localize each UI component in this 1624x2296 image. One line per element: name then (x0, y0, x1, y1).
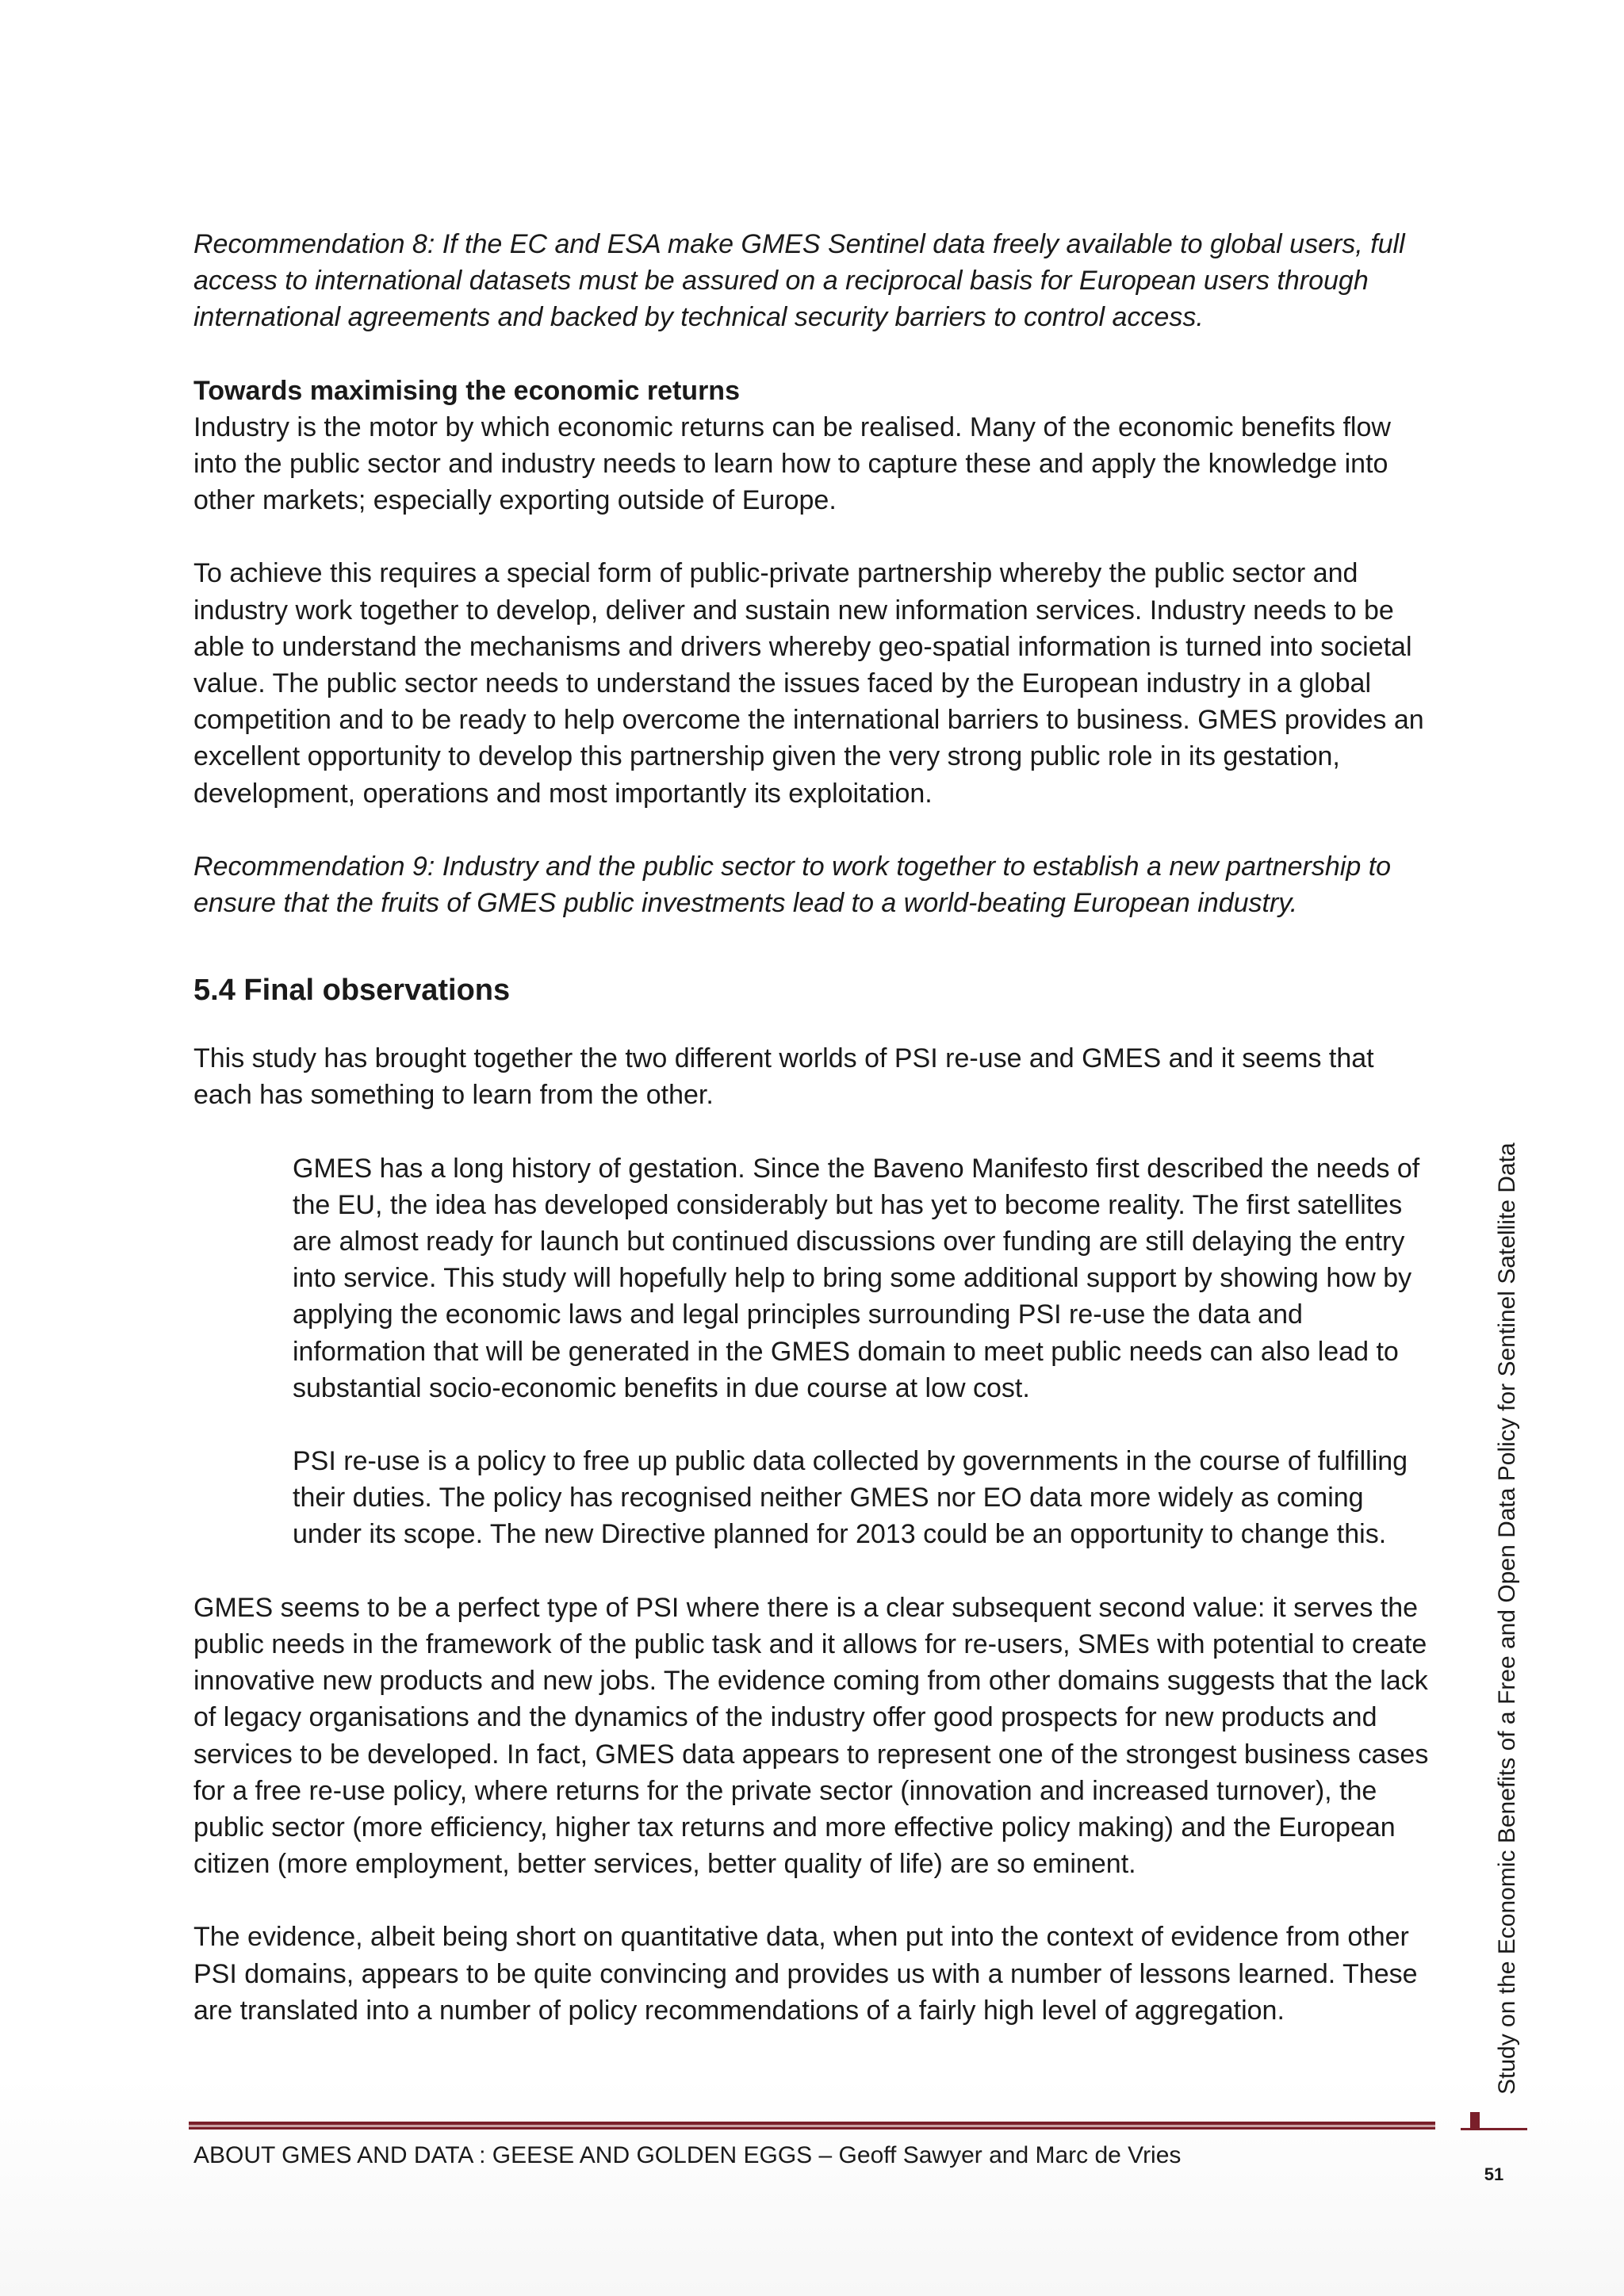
page-marker-line (1461, 2128, 1527, 2130)
page-marker (1461, 2112, 1527, 2130)
economic-returns-heading: Towards maximising the economic returns (193, 375, 740, 406)
spacer (193, 336, 1431, 373)
spacer (193, 519, 1431, 555)
final-observations-paragraph-4: The evidence, albeit being short on quantitative data, when put into the context of evidence from other PSI domains, appears to be quite convincing and provides us with a number of lessons learned. These are translated into a number of policy recommendations of a fairly high level of aggregation. (193, 1922, 1418, 2026)
final-observations-intro: This study has brought together the two different worlds of PSI re-use and GMES and it seems that each has something to learn from the other. (193, 1043, 1374, 1111)
indented-paragraph-psi-reuse: PSI re-use is a policy to free up public data collected by governments in the course of fulfilling their duties. The policy has recognised neither GMES nor EO data more widely as coming under its scope. The new Directive planned for 2013 could be an opportunity to change this. (293, 1446, 1408, 1550)
page-body (193, 226, 1431, 2029)
section-title-final-observations: 5.4 Final observations (193, 974, 511, 1008)
economic-returns-paragraph-2: To achieve this requires a special form of public-private partnership whereby the public sector and industry work together to develop, deliver and sustain new information services. Industry needs to be able to understand the mechanisms and drivers whereby geo-spatial information is turned into societal value. The public sector needs to understand the issues faced by the European industry in a global competition and to be ready to help overcome the international barriers to business. GMES provides an excellent opportunity to develop this partnership given the very strong public role in its gestation, development, operations and most importantly its exploitation. (193, 558, 1424, 809)
spacer (193, 1406, 1431, 1443)
spacer (193, 812, 1431, 848)
spacer (193, 1114, 1431, 1150)
footer-text: ABOUT GMES AND DATA : GEESE AND GOLDEN EGGS – Geoff Sawyer and Marc de Vries (193, 2142, 1182, 2168)
indented-paragraph-gmes-history: GMES has a long history of gestation. Since the Baveno Manifesto first described the needs of the EU, the idea has developed considerably but has yet to become reality. The first satellites are almost ready for launch but continued discussions over funding are still delaying the entry into service. This study will hopefully help to bring some additional support by showing how by applying the economic laws and legal principles surrounding PSI re-use the data and information that will be generated in the GMES domain to meet public needs can also lead to substantial socio-economic benefits in due course at low cost. (293, 1153, 1420, 1403)
footer-divider (189, 2122, 1435, 2130)
page-marker-bar (1470, 2112, 1480, 2130)
spacer (193, 1553, 1431, 1590)
page-number: 51 (1484, 2164, 1504, 2184)
recommendation-8: Recommendation 8: If the EC and ESA make GMES Sentinel data freely available to global users, full access to international datasets must be assured on a reciprocal basis for European users through international agreements and backed by technical security barriers to control access. (193, 229, 1405, 333)
spacer (193, 1882, 1431, 1919)
economic-returns-paragraph-1: Industry is the motor by which economic returns can be realised. Many of the economic benefits flow into the public sector and industry needs to learn how to capture these and apply the knowledge into other markets; especially exporting outside of Europe. (193, 411, 1391, 516)
recommendation-9: Recommendation 9: Industry and the public sector to work together to establish a new partnership to ensure that the fruits of GMES public investments lead to a world-beating European industry. (193, 851, 1392, 919)
final-observations-paragraph-3: GMES seems to be a perfect type of PSI where there is a clear subsequent second value: it serves the public needs in the framework of the public task and it allows for re-users, SMEs with potential to create innovative new products and new jobs. The evidence coming from other domains suggests that the lack of legacy organisations and the dynamics of the industry offer good prospects for new products and services to be developed. In fact, GMES data appears to represent one of the strongest business cases for a free re-use policy, where returns for the private sector (innovation and increased turnover), the public sector (more efficiency, higher tax returns and more effective policy making) and the European citizen (more employment, better services, better quality of life) are so eminent. (193, 1592, 1429, 1880)
side-running-title: Study on the Economic Benefits of a Free and Open Data Policy for Sentinel Satellite Data (1494, 1142, 1520, 2095)
